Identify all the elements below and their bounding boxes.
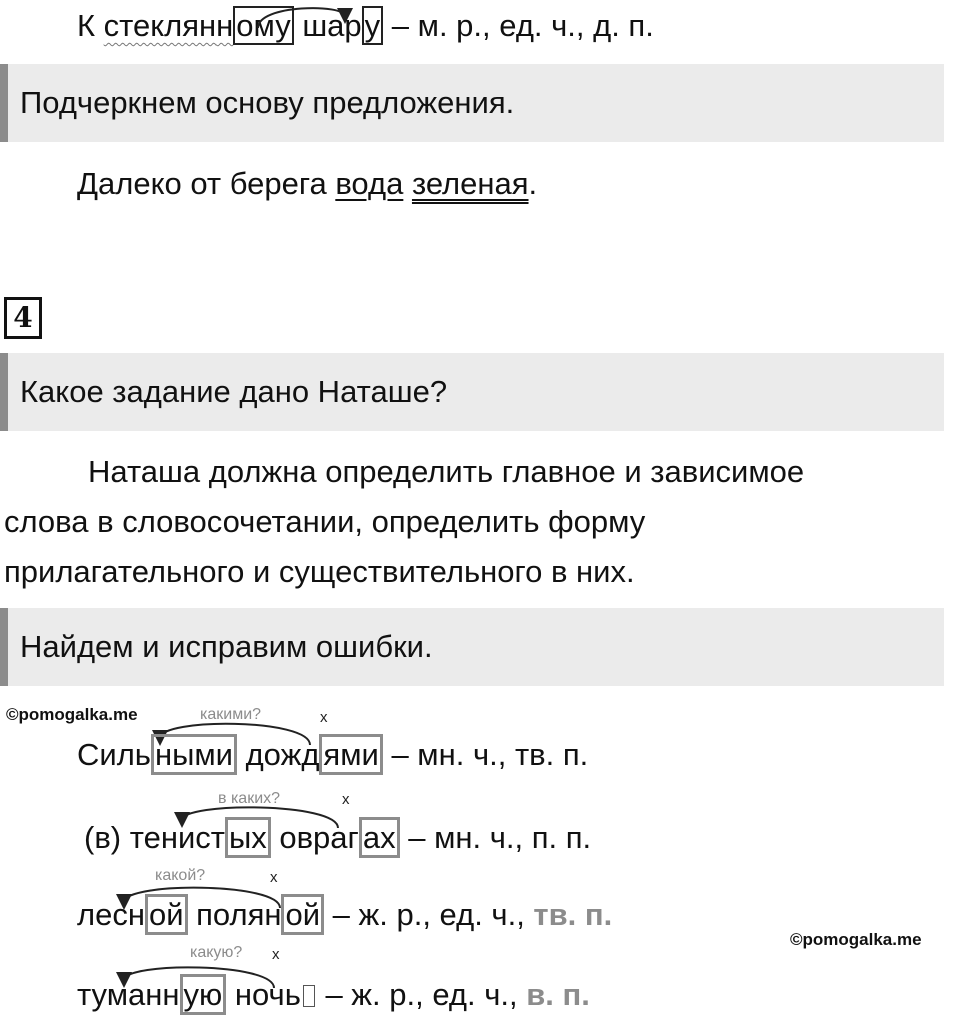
ending-box: ями [319, 734, 382, 775]
top-phrase-grammar: – м. р., ед. ч., д. п. [383, 8, 654, 43]
task-number-badge: 4 [4, 297, 42, 339]
instruction-bar-errors [0, 608, 944, 686]
main-word-mark-3: х [270, 869, 278, 886]
top-phrase-line [77, 6, 654, 46]
main-word-mark-1: х [320, 709, 328, 726]
instruction-bar-basis [0, 64, 944, 142]
example-line-4: туманн ую ночь – ж. р., ед. ч., в. п. [77, 975, 590, 1015]
ending-u-box: у [362, 6, 384, 45]
example-line-3: лесн ой полян ой – ж. р., ед. ч., тв. п. [77, 895, 612, 935]
question-label-2: в каких? [218, 790, 281, 807]
predicate-zelenaya: зеленая [411, 166, 529, 201]
answer-line-2: слова в словосочетании, определить форму [4, 504, 646, 539]
word-stekljannomu-root: стеклянн [103, 8, 234, 43]
word-k: К [77, 8, 104, 43]
zero-ending-box [303, 985, 315, 1007]
ending-box: ых [225, 817, 271, 858]
ending-box: ой [281, 894, 324, 935]
errors-text: Найдем и исправим ошибки. [20, 629, 433, 664]
subject-voda: вода [335, 166, 404, 201]
answer-line-1: Наташа должна определить главное и зависимое [88, 454, 805, 489]
ending-box: ой [145, 894, 188, 935]
word-sharu: шар [293, 8, 362, 43]
case-correction: тв. п. [533, 897, 613, 932]
question-label-4: какую? [190, 944, 243, 961]
example-line-2: (в) тенист ых овраг ах – мн. ч., п. п. [84, 818, 591, 858]
answer-line-3: прилагательного и существительного в них. [4, 554, 635, 589]
main-word-mark-4: х [272, 946, 280, 963]
ending-omu-box: ому [233, 6, 293, 45]
main-word-mark-2: х [342, 791, 350, 808]
ending-box: ными [151, 734, 237, 775]
instruction-text: Подчеркнем основу предложения. [20, 85, 515, 120]
question-text: Какое задание дано Наташе? [20, 374, 448, 409]
ending-box: ую [180, 974, 227, 1015]
question-label-1: какими? [200, 706, 262, 723]
ending-box: ах [359, 817, 400, 858]
case-correction: в. п. [526, 977, 590, 1012]
question-label-3: какой? [155, 867, 206, 884]
watermark-top-left: ©pomogalka.me [6, 705, 138, 724]
instruction-bar-question [0, 353, 944, 431]
sentence-line: Далеко от берега вода зеленая. [77, 166, 538, 201]
example-line-1: Силь ными дожд ями – мн. ч., тв. п. [77, 735, 588, 775]
watermark-right: ©pomogalka.me [790, 930, 922, 949]
